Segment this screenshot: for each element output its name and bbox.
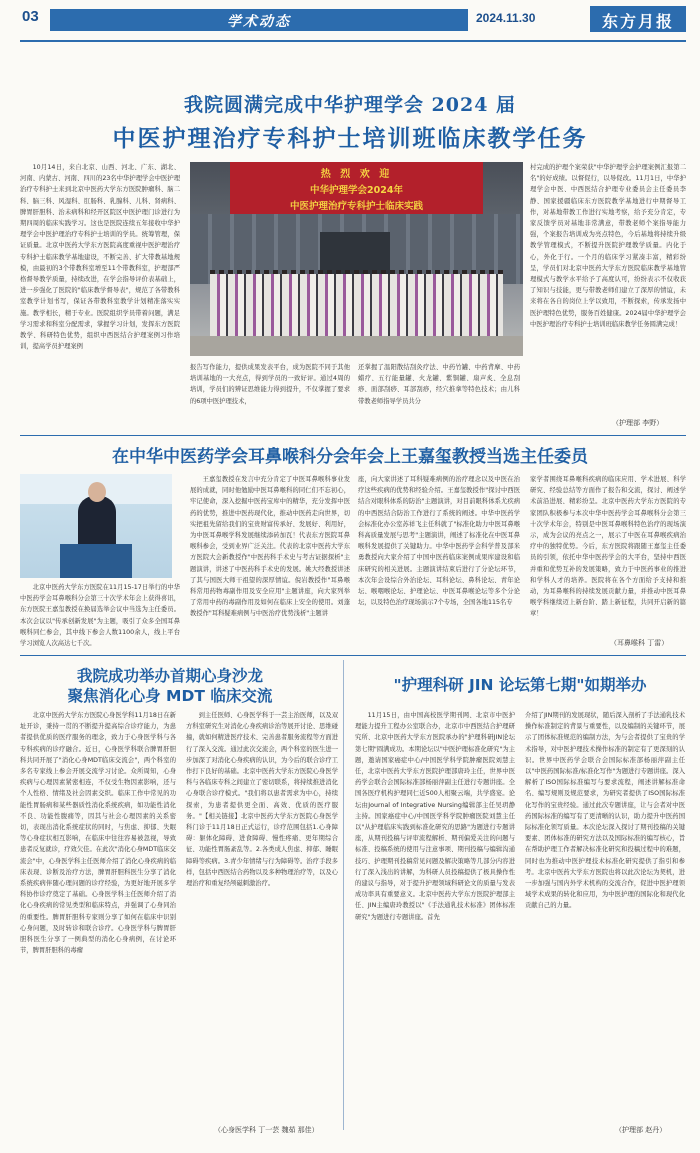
article2-credit: （耳鼻喉科 丁雷） <box>610 639 669 647</box>
banner-line1: 热 烈 欢 迎 <box>320 169 393 180</box>
article2-col2: 王嘉玺教授在发言中充分肯定了中医耳鼻喉科事业发展的成就，同时他勉励中医耳鼻喉科的同仁们不忘初心，牢记使命，深入挖掘中医药宝库中的精华，充分发挥中医药的优势，推进中医药现代化，推动中医药走向世界，切实把祖先留给我们的宝贵财富传承好、发展好、利用好，为中医耳鼻喉学科发展继续添砖加瓦！代表东方医院耳鼻喉科参会，受到业界广泛关注。代表的北京中医药大学东方医院大会新教授作"中医药科手术史与考古证据探析"主题演讲，讲述了中医药科手术史的发展。姚大经教授讲述了其与国医大师干祖望的深厚情谊。倪岩教授作"耳鼻喉科常用药物毒副作用及安全应用"主题讲座，向大家列举了常用中药的毒副作用及如何在临床上安全的使用。刘蓬教授作"耳科疑难病例与中医治疗优势浅析"主题讲 <box>190 476 350 618</box>
article1-col3: 还掌握了温阳散结刮灸疗法、中药竹罐、中药背摩、中药蜡疗、五行能量罐、火龙罐、紫铜罐、扇声炙、全息刮痧、面部刮痧、耳部刮痧，经穴推拿等特色技术；由儿科带教老师指导学员共分 <box>358 364 520 405</box>
article4-credit: （护理部 赵丹） <box>615 1126 667 1134</box>
article2-col3: 座，向大家讲述了耳科疑难病例的治疗理念以及中医在治疗这些疾病的优势和经验介绍。王嘉玺教授作"探讨中西医结合对眼科体系的防治"主题演讲，对目前眼科体系尤疾病的中西医结合防治工作进行了系统的阐述。中华中医药学会标准化办公室苏祥飞主任科就了"标准化助力中医耳鼻喉科高质量发展与思考"主题演讲，阐述了标准化在中医耳鼻喉科发展提供了关键助力。中华中医药学会科学普及部米勇教授向大家介绍了中国中医药临床案例成果库建设和临床研究的相关进展。主题演讲结束后进行了分论坛环节，本次年会设综合外治论坛、耳科论坛、鼻科论坛、青年论坛、喉咽喉论坛、护理论坛、中医耳鼻喉论坛等多个分论坛，以及特色治疗现场演示7个专场，全国各地115名专 <box>358 476 520 607</box>
section-divider-2 <box>20 655 686 656</box>
section-title: 学术动态 <box>227 14 291 30</box>
article3-title-line2: 聚焦消化心身 MDT 临床交流 <box>67 687 273 705</box>
section-divider <box>20 435 686 436</box>
section-bar <box>50 9 468 31</box>
column-divider <box>343 660 344 1130</box>
article4-title: "护理科研 JIN 论坛第七期"如期举办 <box>393 676 647 694</box>
group-photo <box>190 162 523 356</box>
article2-title: 在中华中医药学会耳鼻喉科分会年会上王嘉玺教授当选主任委员 <box>112 447 588 467</box>
page-header <box>0 0 700 40</box>
article4-col2: 介绍了JIN期刊的发展现状，随后深入剖析了手法通乳技术操作标准制定的背景与重要性，以及编制的关键环节，展示了团体标准规范的编制方法，为与会者提供了宝贵的学术指导，对中医护理技术操作标准的制定有了更深刻的认识。世界中医药学会联合会国际标准部杨丽萍副主任以"中医药国际标准/标准化写作"为题进行专题讲座。深入解析了ISO国际标准编写与要求流程，阐述讲解标准命名、编写规则及规范要求，为研究者提供了ISO国际标准化写作的宝贵经验。通过此次专题讲座，让与会者对中医药国际标准的编写有了更清晰的认识，助力提升中医药国际标准化领写质量。本次论坛深入探讨了期刊投稿的关键要素、团体标准的研究方法以及国际标准的编写核心，旨在帮助护理工作者解决标准化研究和投稿过程中的难题，同时也为推动中医护理技术标准化研究提供了指引和参考。北京中医药大学东方医院也将以此次论坛为契机，进一步加强与国内外学术机构的交流合作，促进中医护理领域学术成果的转化和应用，为中医护理的国际化和现代化贡献自己的力量。 <box>525 712 685 910</box>
article4-col1: 11月15日，由中国高校医学期刊网、北京市中医护理能力提升工程办公室联合办，北京市中西医结合护理研究所、北京中医药大学东方医院承办的"护理科研JIN论坛第七期"圆满成功。本期论坛以"中医护理标准化研究"为主题，邀请国家癌症中心/中国医学科学院肿瘤医院刘慧主任，北京中医药大学东方医院护理部唐玲主任，世界中医药学会联合会国际标准部杨丽萍副主任进行专题讲座。全国各医疗机构护理同仁近500人相聚云端，共学盛宴。论坛由Journal of Integrative Nursing编辑部主任吴玥静主持。国家癌症中心/中国医学科学院肿瘤医院刘慧主任以"从护理临床实践到标准化研究的思路"为题进行专题讲座，从期刊投稿与评审流程解析、期刊偏爱关注的问题与标准、投稿系统的使用与注意事项、期刊投稿与编辑沟通技巧、护理期刊投稿常见问题及解决策略等几部分内容进行了深入浅出的讲解，为科研人员投稿提供了极具操作性的建议与指导，对于提升护理领域科研论文的质量与发表成功率具有重要意义。北京中医药大学东方医院护理部主任、JIN主编唐玲教授以"《手法通乳技术标准》团体标准研究"为题进行专题讲座。首先 <box>355 712 515 921</box>
article1-title-line1: 我院圆满完成中华护理学会 2024 届 <box>183 94 517 116</box>
article1-title-line2: 中医护理治疗专科护士培训班临床教学任务 <box>112 126 588 152</box>
article1-col1: 10月14日，来自北京、山西、河北、广东、湖北、河南、内蒙古、河南、四川的23名中华护理学会中医护理治疗专科护士来到北京中医药大学东方医院肿瘤科、脑二科、脑三科、风湿科、肛肠科、乳腺科、儿科、肾病科、脾胃肝胆科、治未病科和经开区院区中医护理门诊进行为期四周的临床实践学习。这也是医院连续五年接收中华护理学会中医护理治疗专科护士培训的学员。统筹管理，保证质量。北京中医药大学东方医院高度重视中医护理治疗专科护士临床教学基地建设，不断完善、扩大带教基地规模，由最初的3个带教科室增至11个带教科室，护理部严格督导教学质量，持续改进，在学会指导评价表基础上，进一步强化了医院的"临床教学督导表"，规范了各带教科室教学计划书写，保证各带教科室教学计划精准落实实施。教学相长，精于专业。医院组织学员带着问题，满足学习需求和科室分配需求，掌握学习计划，发挥东方医院教学、科研特色优势，组织中西医结合护理案例习作培训，提高学员护理案例 <box>20 164 180 351</box>
banner-line2: 中华护理学会2024年 <box>310 185 403 196</box>
welcome-banner <box>230 162 483 214</box>
article3-col1: 北京中医药大学东方医院心身医学科11月18日在新址开诊，秉持一贯的不断提升提高综合诊疗能力，为患者提供优质的医疗服务的理念，致力于心身医学科与各专科疾病的诊疗融合。近日，心身医学科联合脾胃肝胆科共同开展了"消化心身MDT临床交流会"，两个科室的多名专家线上参会开展交流学习讨论。众所周知，心身疾病与心理因素紧密相连，不仅受生物因素影响，还与个人性格、情绪及社会因素交织。临床工作中常见的功能性胃肠病和某些器质性消化系统疾病，如功能性消化不良、功能性腹痛等，因其与社会心理因素的关系密切，表现出消化系统症状的同时，与焦虑、抑郁、失眠等心身症状相互影响，在临床中往往容易被忽视，导致患者反复就诊，疗效欠佳。在此次"消化心身MDT临床交流会"中，心身医学科主任医师介绍了消化心身疾病的临床表现、诊断及治疗方法，脾胃肝胆科医生分享了消化系统疾病伴随心理问题的诊疗经验，为更好地开展多学科协作诊疗奠定了基础。心身医学科主任医师介绍了消化心身疾病的常见类型和临床特点，并强调了心身同治的重要性。脾胃肝胆科专家则分享了如何在临床中识别心身问题，及时转诊和联合诊疗。心身医学科与脾胃肝胆科医生分享了一例典型的消化心身病例，在讨论环节，脾胃肝胆科的毒瘤 <box>20 712 176 955</box>
article3-credit: （心身医学科 丁一芸 魏茹 那佳） <box>214 1126 319 1134</box>
logo-text: 东方月报 <box>601 12 674 31</box>
article3-col2: 到主任医师、心身医学科于一芸主治医师，以及双方科室研究生对消化心身疾病诊治等展开讨论、思维碰撞，就如何精进医疗技术、完善患者服务流程等方面进行了深入交流。通过此次交流会，两个科室的医生进一步加深了对消化心身疾病的认识，为今后的联合诊疗工作打下良好的基础。北京中医药大学东方医院心身医学科与各临床专科之间建立了密切联系，将持续推进消化心身联合诊疗模式。"我们将以患者需求为中心，持续探索，为患者提供更全面、高效、优质的医疗服务。"【相关链接】北京中医药大学东方医院心身医学科门诊于11月18日正式运行，诊疗范围包括1.心身障碍：躯体化障碍、进食障碍、慢性疼痛、更年期综合征、功能性胃肠紊乱等。2.各类成人焦虑、抑郁、睡眠障碍等疾病。3.青少年情绪与行为障碍等。治疗手段多样，包括中西医结合药物以及多种物理治疗等，以及心理治疗和重复经颅磁刺激治疗。 <box>186 712 338 888</box>
article1-col4: 村完成的护理个案荣获"中华护理学会护理案例汇报第二名"的好成绩。以督促行，以导促改。11月1日，中华护理学会中医、中西医结合护理专业委员会主任委员李静、国家援疆临床东方医院教学基地进行中期督导工作，对基地带教工作进行实地考察，给予充分肯定，专家反馈学员对基地非常满意，带教老师个案指导能力强，个案报告培训成为亮点特色，今后基地将持续升级教学管理模式，不断提升医院护理教学质量。内化于心，外化于行。一个月的临床学习紧凑丰富，精彩纷呈，学员们对北京中医药大学东方医院临床教学基地管理模式与教学水平给予了高度认可，纷纷表示不仅收获了知识与技能，更与带教老师们建立了深厚的情谊，未来将在各自的岗位上学以致用，不断探索，传承发扬中医护理特色优势，服务百姓健康。2024届中华护理学会中医护理治疗专科护士培训班临床教学任务圆满完成！ <box>530 164 686 328</box>
issue-date: 2024.11.30 <box>476 11 536 25</box>
speaker-photo <box>20 474 172 578</box>
article1-col2: 报告写作能力，提供成果发表平台，成为医院不同于其他培训基地的一大亮点，得到学员的一致好评。通过4周的培训，学员们的辨证思维能力得到提升，不仅掌握了要求的6项中医护理技术， <box>190 364 350 405</box>
article2-col1: 北京中医药大学东方医院在11月15-17日举行的中华中医药学会耳鼻喉科分会第三十次学术年会上获得喜讯，东方医院王嘉玺教授在换届选举会议中当选为主任委员。本次会议以"传承创新发展"为主题，吸引了众多全国耳鼻喉科同仁参会，其中线下参会人数1100余人，线上平台学习浏览人次高达七千次。 <box>20 584 180 648</box>
banner-line3: 中医护理治疗专科护士临床实践 <box>289 201 423 212</box>
header-rule <box>20 40 686 42</box>
article1-credit: （护理部 李野） <box>612 419 664 427</box>
article2-col4: 家学者围绕耳鼻喉科疾病的临床应用、学术进展、科学研究、经验总结等方面作了报告和交流，探讨、阐述学术前沿进展、精彩纷呈。北京中医药大学东方医院的专家团队积极参与本次中华中医药学会耳鼻喉科分会第三十次学术年会，特别是中医耳鼻喉科特色治疗的现场演示，成为会议的亮点之一，展示了中医在耳鼻喉疾病治疗中的独特优势。今后，东方医院将跟随王嘉玺主任委员的引领，依托中华中医药学会的大平台，坚持中西医并重和优势互补的发展策略，致力于中医药事业的推进和学科人才的培养。医院将在各个方面给予支持和推动，为耳鼻喉科的持续发展贡献力量，并推动中医耳鼻喉学科继续迈上新台阶、踏上新征程，共同开启新的篇章！ <box>530 476 686 618</box>
article3-title-line1: 我院成功举办首期心身沙龙 <box>76 667 263 685</box>
page-number: 03 <box>22 8 39 25</box>
masthead-logo <box>590 6 686 32</box>
